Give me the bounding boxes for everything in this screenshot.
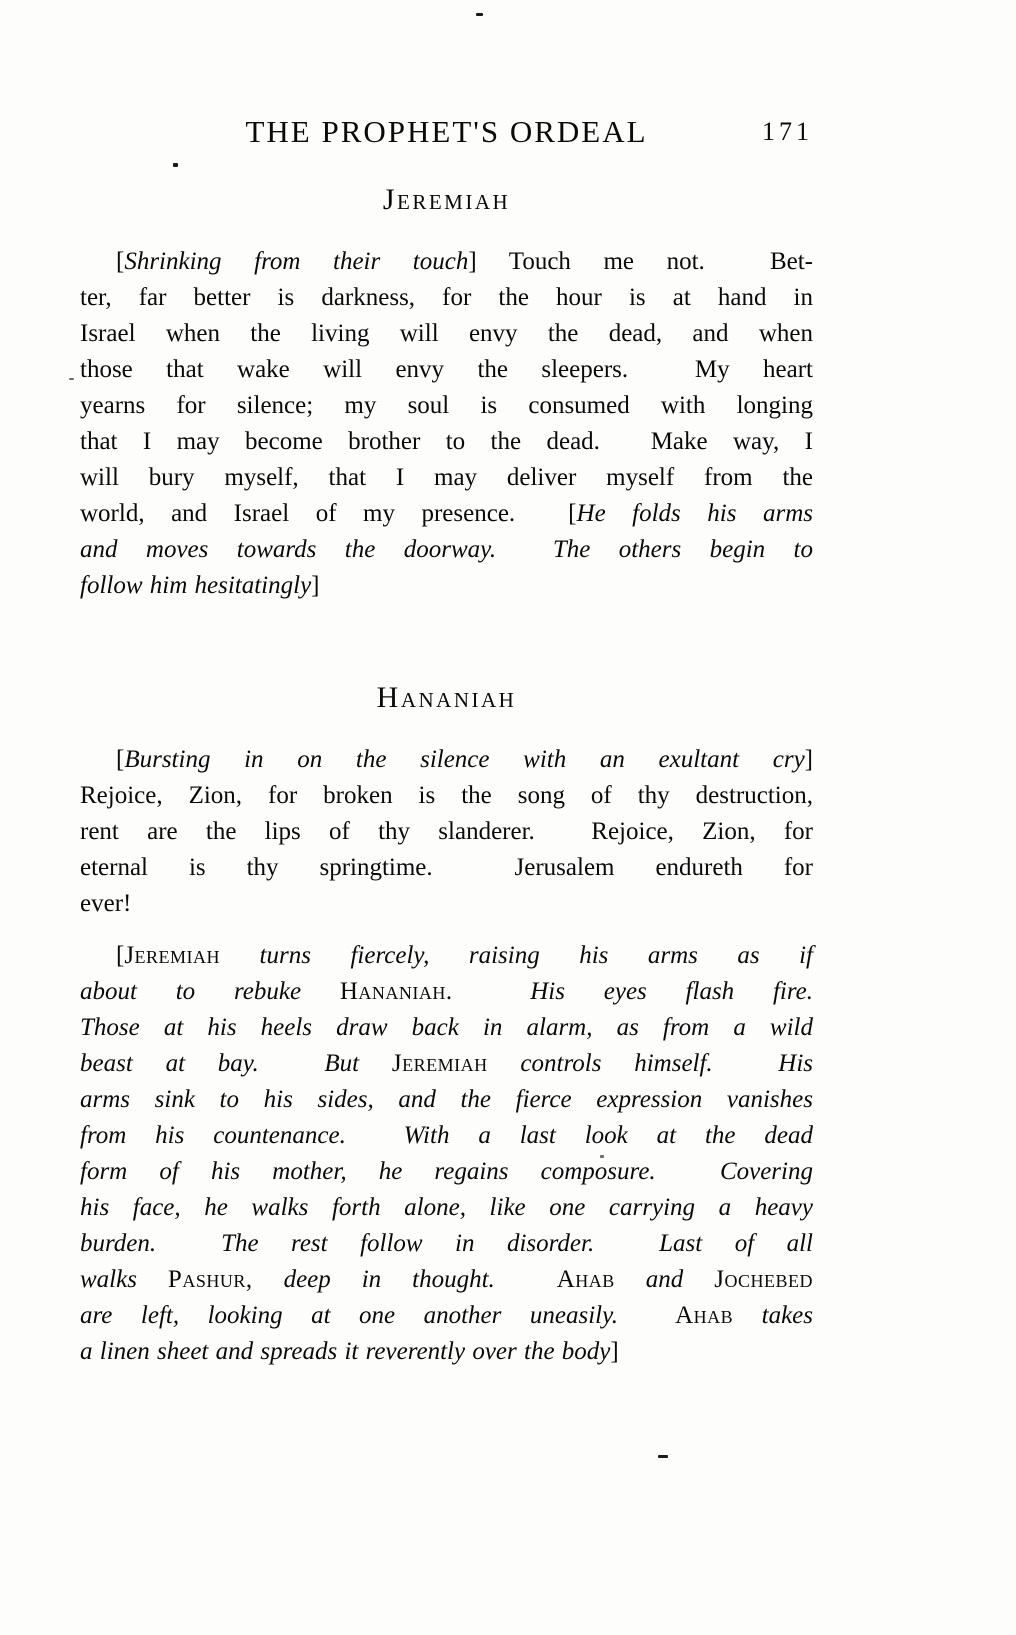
text-segment: Bursting in on the silence with an exultant cry bbox=[124, 746, 805, 773]
text-segment: controls himself. His bbox=[487, 1050, 813, 1077]
paragraph bbox=[80, 742, 813, 922]
text-segment: turns fiercely, raising his arms as if bbox=[220, 942, 813, 969]
text-segment: ] bbox=[311, 572, 320, 599]
text-segment: his face, he walks forth alone, like one carrying a heavy bbox=[80, 1194, 813, 1221]
text-segment: a linen sheet and spreads it reverently over the body bbox=[80, 1338, 611, 1365]
text-line bbox=[80, 1118, 813, 1154]
text-line bbox=[80, 568, 813, 604]
text-segment: takes bbox=[733, 1302, 813, 1329]
text-line bbox=[80, 938, 813, 974]
text-line bbox=[80, 974, 813, 1010]
text-segment: eternal is thy springtime. Jerusalem endureth for bbox=[80, 854, 813, 881]
text-line bbox=[80, 850, 813, 886]
text-line bbox=[80, 244, 813, 280]
sections-container bbox=[80, 182, 813, 1370]
text-line bbox=[80, 1010, 813, 1046]
scan-speck bbox=[658, 1455, 668, 1458]
text-line bbox=[80, 532, 813, 568]
text-line bbox=[80, 388, 813, 424]
text-segment: He folds his arms bbox=[576, 500, 813, 527]
text-line bbox=[80, 316, 813, 352]
text-segment: ] Touch me not. Bet- bbox=[468, 248, 813, 275]
text-segment: follow him hesitatingly bbox=[80, 572, 312, 599]
text-segment: Ahab bbox=[556, 1266, 615, 1293]
text-line bbox=[80, 496, 813, 532]
text-line bbox=[80, 778, 813, 814]
text-segment: from his countenance. With a last look at the dead bbox=[80, 1122, 813, 1149]
text-line bbox=[80, 1190, 813, 1226]
running-head-title: THE PROPHET'S ORDEAL bbox=[245, 114, 648, 149]
text-segment: world, and Israel of my presence. [ bbox=[80, 500, 577, 527]
text-segment: Shrinking from their touch bbox=[124, 248, 469, 275]
text-segment: about to rebuke bbox=[80, 978, 340, 1005]
running-head bbox=[80, 112, 813, 152]
text-segment: Israel when the living will envy the dead, and when bbox=[80, 320, 813, 347]
text-segment: and bbox=[614, 1266, 715, 1293]
text-segment: ] bbox=[804, 746, 813, 773]
text-segment: will bury myself, that I may deliver myself from the bbox=[80, 464, 813, 491]
text-segment: beast at bay. But bbox=[80, 1050, 392, 1077]
text-line bbox=[80, 1082, 813, 1118]
text-line bbox=[80, 886, 813, 922]
text-segment: ] bbox=[610, 1338, 619, 1365]
text-segment: deep in thought. bbox=[252, 1266, 557, 1293]
text-line bbox=[80, 1046, 813, 1082]
speaker-heading: Jeremiah bbox=[382, 183, 511, 216]
text-segment: Those at his heels draw back in alarm, as from a wild bbox=[80, 1014, 813, 1041]
scan-speck bbox=[476, 13, 483, 16]
text-segment: are left, looking at one another uneasily. bbox=[80, 1302, 676, 1329]
text-segment: Jeremiah bbox=[391, 1050, 488, 1077]
paragraph bbox=[80, 244, 813, 604]
text-segment: Jeremiah bbox=[124, 942, 221, 969]
text-segment: those that wake will envy the sleepers. My heart bbox=[80, 356, 813, 383]
text-segment: that I may become brother to the dead. Make way, I bbox=[80, 428, 813, 455]
text-segment: yearns for silence; my soul is consumed with longing bbox=[80, 392, 813, 419]
text-segment: ter, far better is darkness, for the hour is at hand in bbox=[80, 284, 813, 311]
text-line bbox=[80, 460, 813, 496]
paragraph bbox=[80, 938, 813, 1370]
text-segment: ever! bbox=[80, 890, 132, 917]
text-segment: Jochebed bbox=[714, 1266, 813, 1293]
text-segment: [ bbox=[116, 746, 125, 773]
text-segment: Rejoice, Zion, for broken is the song of thy destruction, bbox=[80, 782, 813, 809]
text-segment: rent are the lips of thy slanderer. Rejoice, Zion, for bbox=[80, 818, 813, 845]
text-line bbox=[80, 280, 813, 316]
text-segment: form of his mother, he regains composure. Covering bbox=[80, 1158, 813, 1185]
text-line bbox=[80, 424, 813, 460]
scan-speck bbox=[600, 1155, 604, 1158]
text-line bbox=[80, 814, 813, 850]
text-line bbox=[80, 1262, 813, 1298]
text-segment: [ bbox=[116, 942, 125, 969]
text-segment: and moves towards the doorway. The others begin to bbox=[80, 536, 813, 563]
text-segment: burden. The rest follow in disorder. Last of all bbox=[80, 1230, 813, 1257]
text-column bbox=[80, 0, 813, 1370]
page-number: 171 bbox=[762, 117, 813, 146]
text-segment: [ bbox=[116, 248, 125, 275]
text-line bbox=[80, 1226, 813, 1262]
text-line bbox=[80, 352, 813, 388]
scan-speck bbox=[69, 378, 74, 380]
text-segment: His eyes flash fire. bbox=[452, 978, 814, 1005]
text-line bbox=[80, 1298, 813, 1334]
text-segment: Hananiah. bbox=[339, 978, 453, 1005]
text-segment: Ahab bbox=[675, 1302, 734, 1329]
text-line bbox=[80, 1334, 813, 1370]
text-segment: Pashur, bbox=[167, 1266, 253, 1293]
text-line bbox=[80, 1154, 813, 1190]
text-segment: arms sink to his sides, and the fierce expression vanishes bbox=[80, 1086, 813, 1113]
speaker-heading: Hananiah bbox=[376, 681, 517, 714]
text-line bbox=[80, 742, 813, 778]
scan-speck bbox=[173, 163, 178, 167]
text-segment: walks bbox=[80, 1266, 168, 1293]
